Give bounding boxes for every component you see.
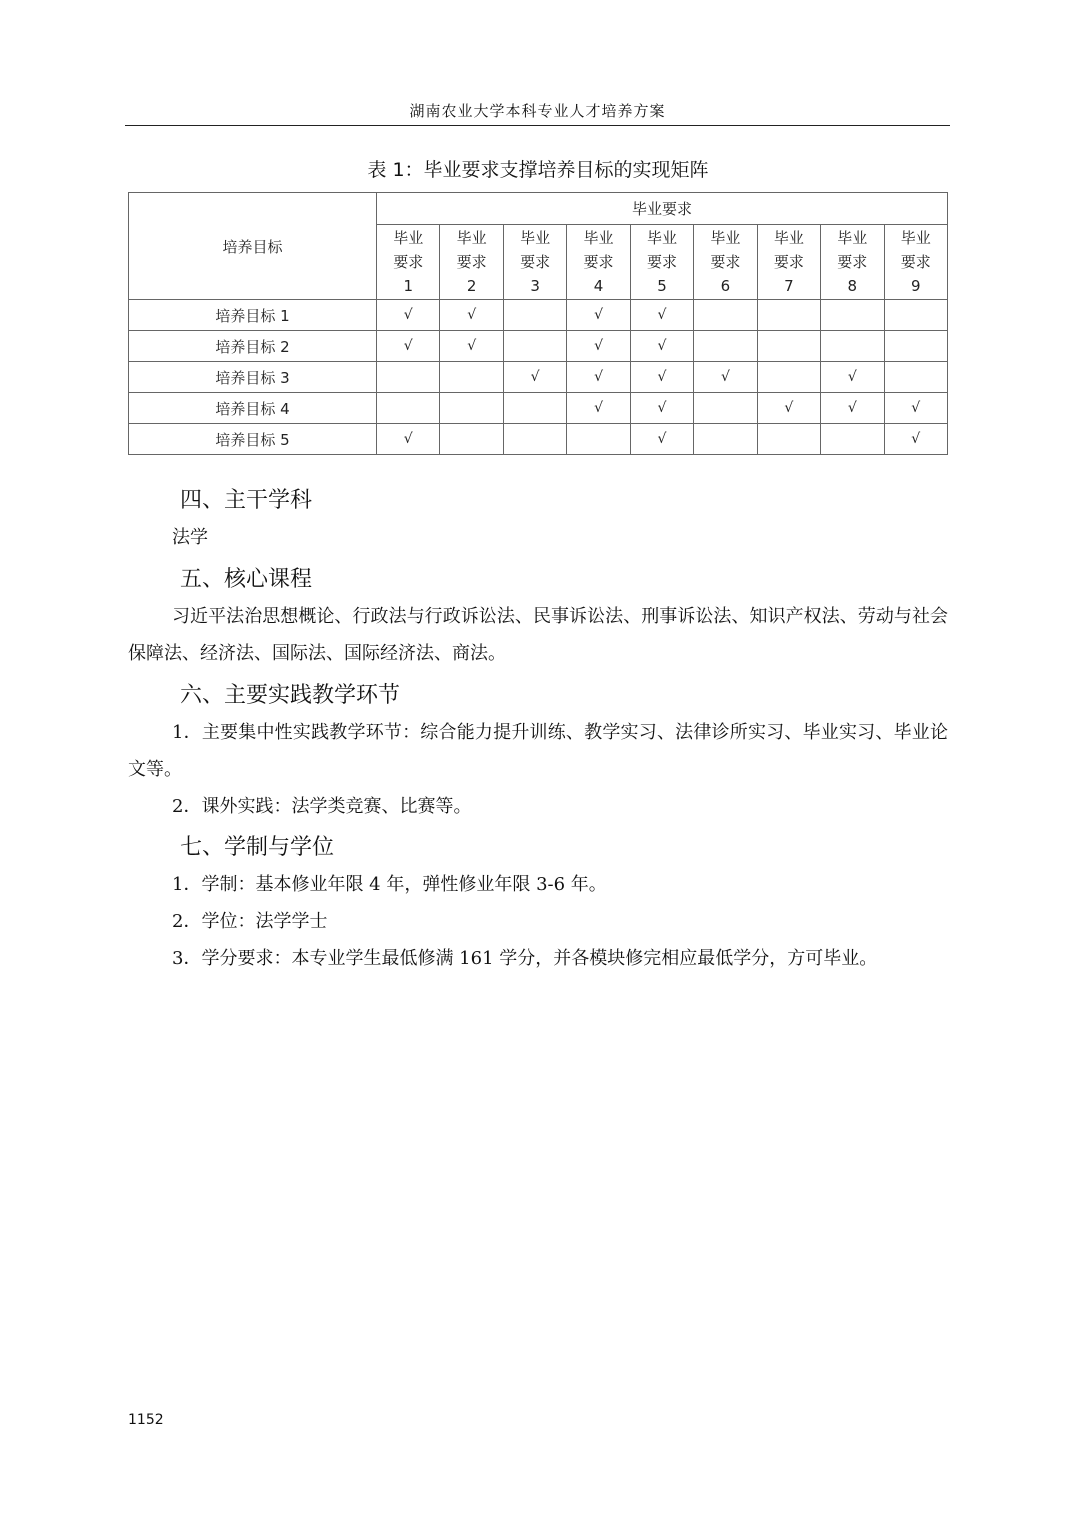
section-heading-core-courses: 五、核心课程 — [180, 567, 313, 592]
matrix-body — [129, 300, 948, 455]
requirement-header-line: 1 — [403, 277, 413, 295]
check-mark-cell: √ — [630, 393, 693, 424]
practice-item-1: 1．主要集中性实践教学环节：综合能力提升训练、教学实习、法律诊所实习、毕业实习、毕业论文等。 — [128, 722, 948, 780]
check-mark-cell: √ — [884, 393, 948, 424]
requirement-header-1 — [377, 225, 440, 300]
requirement-header-3 — [503, 225, 566, 300]
section-heading-practice: 六、主要实践教学环节 — [180, 683, 401, 708]
requirement-header-8 — [821, 225, 884, 300]
goal-label: 培养目标 2 — [129, 331, 377, 362]
check-mark-cell: √ — [567, 362, 630, 393]
check-mark-cell — [440, 362, 503, 393]
requirement-header-line: 毕业 — [900, 229, 931, 247]
requirement-header-line: 9 — [910, 277, 921, 295]
check-mark-cell — [757, 300, 820, 331]
check-mark-cell — [503, 300, 566, 331]
requirement-header-line: 要求 — [646, 253, 677, 271]
requirement-header-5 — [630, 225, 693, 300]
check-mark-cell — [821, 424, 884, 455]
running-header: 湖南农业大学本科专业人才培养方案 — [409, 102, 666, 120]
check-mark-cell — [694, 331, 757, 362]
requirement-header-6 — [694, 225, 757, 300]
requirement-header-line: 8 — [847, 277, 858, 295]
goal-label: 培养目标 3 — [129, 362, 377, 393]
requirement-header-line: 要求 — [520, 253, 551, 271]
check-mark-cell — [757, 424, 820, 455]
practice-item-2: 2．课外实践：法学类竞赛、比赛等。 — [172, 796, 472, 817]
check-mark-cell: √ — [821, 362, 884, 393]
duration-item-1: 1．学制：基本修业年限 4 年，弹性修业年限 3-6 年。 — [172, 874, 607, 895]
requirement-header-4 — [567, 225, 630, 300]
check-mark-cell — [884, 331, 948, 362]
check-mark-cell: √ — [567, 331, 630, 362]
check-mark-cell — [884, 300, 948, 331]
page-number: 1152 — [128, 1412, 164, 1428]
requirement-header-line: 4 — [593, 277, 604, 295]
requirement-header-line: 毕业 — [710, 229, 741, 247]
requirement-header-line: 毕业 — [583, 229, 614, 247]
requirement-header-line: 要求 — [773, 253, 804, 271]
check-mark-cell: √ — [377, 300, 440, 331]
check-mark-cell — [440, 424, 503, 455]
check-mark-cell: √ — [630, 300, 693, 331]
check-mark-cell: √ — [630, 362, 693, 393]
requirement-header-line: 毕业 — [393, 229, 424, 247]
requirement-header-2 — [440, 225, 503, 300]
requirement-header-line: 毕业 — [520, 229, 551, 247]
check-mark-cell — [694, 424, 757, 455]
check-mark-cell: √ — [630, 424, 693, 455]
goal-label: 培养目标 5 — [129, 424, 377, 455]
table-row — [129, 300, 948, 331]
requirement-group-header: 毕业要求 — [377, 193, 948, 225]
requirement-header-7 — [757, 225, 820, 300]
requirement-header-line: 要求 — [710, 253, 741, 271]
requirement-header-9 — [884, 225, 948, 300]
header-rule — [125, 125, 950, 126]
check-mark-cell — [821, 331, 884, 362]
check-mark-cell: √ — [567, 300, 630, 331]
table-row — [129, 393, 948, 424]
check-mark-cell: √ — [377, 331, 440, 362]
check-mark-cell — [440, 393, 503, 424]
check-mark-cell — [503, 331, 566, 362]
requirement-matrix-table — [128, 192, 948, 455]
requirement-header-line: 要求 — [456, 253, 487, 271]
check-mark-cell: √ — [884, 424, 948, 455]
check-mark-cell: √ — [694, 362, 757, 393]
table-row — [129, 362, 948, 393]
check-mark-cell — [503, 393, 566, 424]
check-mark-cell: √ — [440, 331, 503, 362]
check-mark-cell: √ — [377, 424, 440, 455]
requirement-header-line: 要求 — [837, 253, 868, 271]
check-mark-cell — [757, 362, 820, 393]
check-mark-cell — [757, 331, 820, 362]
requirement-header-line: 毕业 — [646, 229, 677, 247]
requirement-header-line: 毕业 — [456, 229, 487, 247]
main-discipline-text: 法学 — [172, 527, 208, 548]
core-courses-text: 习近平法治思想概论、行政法与行政诉讼法、民事诉讼法、刑事诉讼法、知识产权法、劳动与社会保障法、经济法、国际法、国际经济法、商法。 — [128, 606, 948, 664]
check-mark-cell: √ — [567, 393, 630, 424]
goal-label: 培养目标 4 — [129, 393, 377, 424]
table-row — [129, 424, 948, 455]
check-mark-cell — [694, 300, 757, 331]
requirement-header-line: 要求 — [393, 253, 424, 271]
requirement-header-line: 毕业 — [837, 229, 868, 247]
check-mark-cell — [567, 424, 630, 455]
table-row — [129, 331, 948, 362]
check-mark-cell — [377, 393, 440, 424]
check-mark-cell — [377, 362, 440, 393]
duration-item-2: 2．学位：法学学士 — [172, 911, 328, 932]
check-mark-cell — [821, 300, 884, 331]
requirement-header-line: 要求 — [583, 253, 614, 271]
section-heading-main-discipline: 四、主干学科 — [180, 488, 313, 513]
section-heading-duration-degree: 七、学制与学位 — [180, 835, 335, 860]
check-mark-cell: √ — [757, 393, 820, 424]
table-title: 表 1：毕业要求支撑培养目标的实现矩阵 — [367, 159, 709, 181]
check-mark-cell: √ — [503, 362, 566, 393]
requirement-header-line: 7 — [784, 277, 794, 295]
check-mark-cell: √ — [440, 300, 503, 331]
duration-item-3: 3．学分要求：本专业学生最低修满 161 学分，并各模块修完相应最低学分，方可毕业。 — [172, 948, 878, 969]
requirement-header-line: 5 — [657, 277, 667, 295]
check-mark-cell — [694, 393, 757, 424]
goal-column-header: 培养目标 — [129, 193, 377, 300]
check-mark-cell — [884, 362, 948, 393]
check-mark-cell: √ — [630, 331, 693, 362]
goal-label: 培养目标 1 — [129, 300, 377, 331]
check-mark-cell: √ — [821, 393, 884, 424]
check-mark-cell — [503, 424, 566, 455]
requirement-header-line: 6 — [720, 277, 731, 295]
requirement-header-line: 3 — [530, 277, 540, 295]
requirement-header-line: 毕业 — [773, 229, 804, 247]
requirement-header-line: 要求 — [900, 253, 931, 271]
requirement-header-line: 2 — [466, 277, 477, 295]
